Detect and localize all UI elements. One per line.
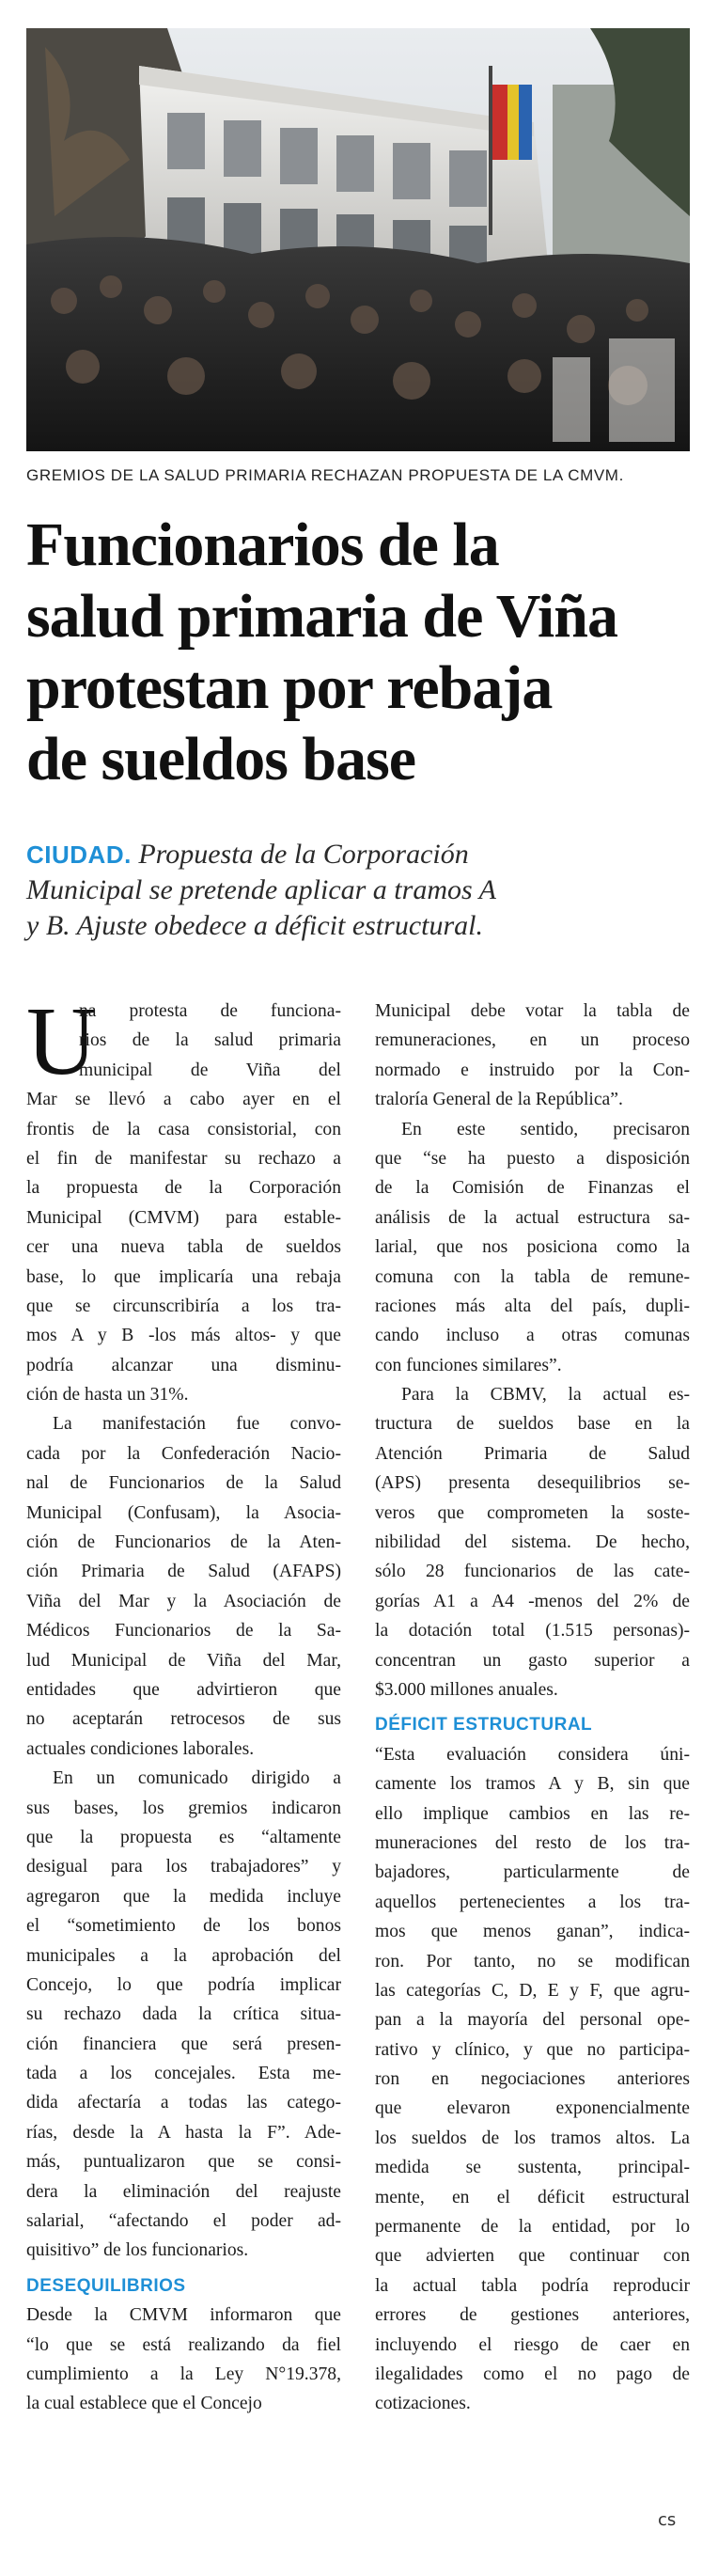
text-line: Municipal debe votar la tabla de xyxy=(375,1001,690,1021)
headline-line: de sueldos base xyxy=(26,725,416,793)
text-line: que la propuesta es “altamente xyxy=(26,1827,341,1847)
text-line: Desde la CMVM informaron que xyxy=(26,2305,341,2326)
text-line: En un comunicado dirigido a xyxy=(53,1768,341,1789)
headline xyxy=(26,510,690,795)
text-line: salarial, “afectando el poder ad- xyxy=(26,2211,341,2232)
text-line: ron en negociaciones anteriores xyxy=(375,2069,690,2090)
text-line: rías, desde la A hasta la F”. Ade- xyxy=(26,2122,341,2143)
text-line: desigual para los trabajadores” y xyxy=(26,1857,341,1877)
text-line: dida afectaría a todas las catego- xyxy=(26,2093,341,2113)
text-line: raciones más alta del país, dupli- xyxy=(375,1296,690,1316)
text-line: camente los tramos A y B, sin que xyxy=(375,1774,690,1795)
text-line: los sueldos de los tramos altos. La xyxy=(375,2128,690,2148)
text-line: cando incluso a otras comunas xyxy=(375,1326,690,1346)
end-mark: cs xyxy=(658,2510,677,2530)
headline-line: Funcionarios de la xyxy=(26,510,499,579)
text-line: actuales condiciones laborales. xyxy=(26,1738,255,1759)
deck-text: Propuesta de la Corporación xyxy=(131,839,469,870)
text-line: las categorías C, D, E y F, que agru- xyxy=(375,1980,690,2001)
section-label: CIUDAD. xyxy=(26,840,132,869)
text-line: cer una nueva tabla de sueldos xyxy=(26,1237,341,1258)
text-line: análisis de la actual estructura sa- xyxy=(375,1207,690,1228)
text-line: na protesta de funciona- xyxy=(79,1001,341,1021)
text-line: comuna con la tabla de remune- xyxy=(375,1266,690,1287)
text-line: el fin de manifestar su rechazo a xyxy=(26,1148,341,1169)
text-line: errores de gestiones anteriores, xyxy=(375,2305,690,2326)
paragraph xyxy=(26,2301,341,2419)
text-line: incluyendo el riesgo de caer en xyxy=(375,2334,690,2355)
text-line: frontis de la casa consistorial, con xyxy=(26,1119,341,1139)
text-line: que advierten que continuar con xyxy=(375,2246,690,2267)
subhead-deficit-estructural: DÉFICIT ESTRUCTURAL xyxy=(375,1715,593,1736)
lead-paragraph xyxy=(26,987,341,1409)
text-line: mos A y B -los más altos- y que xyxy=(26,1326,341,1346)
text-line: quisitivo” de los funcionarios. xyxy=(26,2240,249,2261)
text-line: Municipal (CMVM) para estable- xyxy=(26,1207,341,1228)
text-line: “Esta evaluación considera úni- xyxy=(375,1744,690,1765)
text-line: mente, en el déficit estructural xyxy=(375,2187,690,2207)
text-line: ción Primaria de Salud (AFAPS) xyxy=(26,1562,341,1582)
text-line: ilegalidades como el no pago de xyxy=(375,2364,690,2384)
text-line: (APS) presenta desequilibrios se- xyxy=(375,1473,690,1494)
text-line: En este sentido, precisaron xyxy=(401,1119,690,1139)
paragraph xyxy=(26,1409,341,1764)
deck-summary xyxy=(26,837,690,944)
text-line: agregaron que la medida incluye xyxy=(26,1886,341,1907)
text-line: permanente de la entidad, por lo xyxy=(375,2217,690,2238)
text-line: entidades que advirtieron que xyxy=(26,1679,341,1700)
text-line: no aceptarán retrocesos de sus xyxy=(26,1709,341,1730)
text-line: la propuesta de la Corporación xyxy=(26,1178,341,1199)
text-line: ello implique cambios en las re- xyxy=(375,1803,690,1824)
text-line: Atención Primaria de Salud xyxy=(375,1443,690,1464)
text-line: la dotación total (1.515 personas)- xyxy=(375,1621,690,1641)
subhead-desequilibrios: DESEQUILIBRIOS xyxy=(26,2275,186,2296)
photo-illustration xyxy=(26,28,690,451)
text-line: municipales a la aprobación del xyxy=(26,1945,341,1966)
drop-cap: U xyxy=(26,987,98,1095)
text-line: la cual establece que el Concejo xyxy=(26,2394,262,2414)
article-column-right xyxy=(375,997,690,2419)
text-line: ron. Por tanto, no se modifican xyxy=(375,1951,690,1971)
text-line: nibilidad del sistema. De hecho, xyxy=(375,1532,690,1553)
text-line: Municipal (Confusam), la Asocia- xyxy=(26,1502,341,1523)
text-line: cada por la Confederación Nacio- xyxy=(26,1443,341,1464)
text-line: que “se ha puesto a disposición xyxy=(375,1148,690,1169)
crowd-protest-photo xyxy=(26,28,690,451)
text-line: la actual tabla podría reproducir xyxy=(375,2275,690,2296)
paragraph xyxy=(26,1085,341,1409)
text-line: podría alcanzar una disminu- xyxy=(26,1355,341,1375)
headline-line: protestan por rebaja xyxy=(26,653,553,722)
text-line: bajadores, particularmente de xyxy=(375,1862,690,1883)
deck-line: Municipal se pretende aplicar a tramos A xyxy=(26,874,496,905)
text-line: remuneraciones, en un proceso xyxy=(375,1030,690,1051)
text-line: tructura de sueldos base en la xyxy=(375,1414,690,1435)
photo-caption: GREMIOS DE LA SALUD PRIMARIA RECHAZAN PROPUESTA DE LA CMVM. xyxy=(26,466,624,484)
text-line: traloría General de la República”. xyxy=(375,1090,623,1110)
text-line: Concejo, lo que podría implicar xyxy=(26,1974,341,1995)
article-column-left xyxy=(26,987,341,2419)
text-line: “lo que se está realizando da fiel xyxy=(26,2334,341,2355)
text-line: rativo y clínico, y que no participa- xyxy=(375,2039,690,2060)
text-line: La manifestación fue convo- xyxy=(53,1414,341,1435)
text-line: de la Comisión de Finanzas el xyxy=(375,1178,690,1199)
text-line: muneraciones del resto de los tra- xyxy=(375,1832,690,1853)
paragraph xyxy=(375,1115,690,1381)
text-line: que se circunscribiría a los tra- xyxy=(26,1296,341,1316)
text-line: ción de Funcionarios de la Aten- xyxy=(26,1532,341,1553)
text-line: normado e instruido por la Con- xyxy=(375,1060,690,1080)
text-line: mos que menos ganan”, indica- xyxy=(375,1922,690,1942)
text-line: Para la CBMV, la actual es- xyxy=(401,1385,690,1406)
text-line: sólo 28 funcionarios de las cate- xyxy=(375,1562,690,1582)
text-line: que elevaron exponencialmente xyxy=(375,2098,690,2119)
text-line: base, lo que implicaría una rebaja xyxy=(26,1266,341,1287)
text-line: concentran un gasto superior a xyxy=(375,1650,690,1671)
text-line: cumplimiento a la Ley N°19.378, xyxy=(26,2364,341,2384)
paragraph xyxy=(375,1740,690,2419)
text-line: aquellos pertenecientes a los tra- xyxy=(375,1892,690,1912)
text-line: cotizaciones. xyxy=(375,2394,471,2414)
text-line: ción de hasta un 31%. xyxy=(26,1385,189,1406)
text-line: el “sometimiento de los bonos xyxy=(26,1916,341,1937)
text-line: municipal de Viña del xyxy=(79,1060,341,1080)
text-line: gorías A1 a A4 -menos del 2% de xyxy=(375,1591,690,1611)
text-line: dera la eliminación del reajuste xyxy=(26,2181,341,2202)
deck-line xyxy=(26,837,690,872)
text-line: ción financiera que será presen- xyxy=(26,2034,341,2054)
text-line: lud Municipal de Viña del Mar, xyxy=(26,1650,341,1671)
text-line: Mar se llevó a cabo ayer en el xyxy=(26,1090,341,1110)
text-line: medida se sustenta, principal- xyxy=(375,2158,690,2178)
text-line: tada a los concejales. Esta me- xyxy=(26,2064,341,2084)
paragraph xyxy=(375,997,690,1115)
headline-line: salud primaria de Viña xyxy=(26,582,617,651)
paragraph xyxy=(375,1380,690,1704)
text-line: Viña del Mar y la Asociación de xyxy=(26,1591,341,1611)
text-line: larial, que nos posiciona como la xyxy=(375,1237,690,1258)
text-line: nal de Funcionarios de la Salud xyxy=(26,1473,341,1494)
text-line: $3.000 millones anuales. xyxy=(375,1679,558,1700)
deck-line: y B. Ajuste obedece a déficit estructural. xyxy=(26,910,483,941)
text-line: más, puntualizaron que se consi- xyxy=(26,2152,341,2173)
text-line: rios de la salud primaria xyxy=(79,1030,341,1051)
text-line: sus bases, los gremios indicaron xyxy=(26,1798,341,1818)
text-line: pan a la mayoría del personal ope- xyxy=(375,2010,690,2031)
text-line: su rechazo dada la crítica situa- xyxy=(26,2004,341,2025)
text-line: Médicos Funcionarios de la Sa- xyxy=(26,1621,341,1641)
text-line: con funciones similares”. xyxy=(375,1355,562,1375)
text-line: veros que comprometen la soste- xyxy=(375,1502,690,1523)
paragraph xyxy=(26,1764,341,2266)
